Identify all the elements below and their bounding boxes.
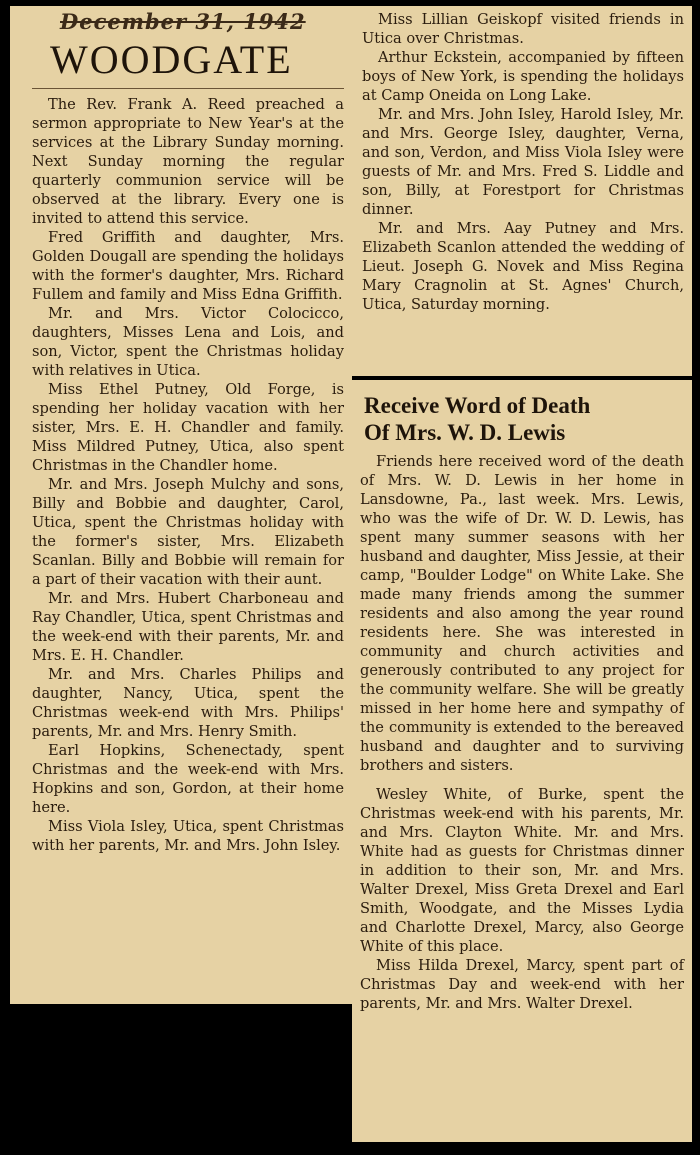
paragraph: Wesley White, of Burke, spent the Christmas week-end with his parents, Mr. and Mrs. Clayton White. Mr. and Mrs. White had as guests for Christmas dinner in addition to their son, Mr. and Mrs. Walter Drexel, Miss Greta Drexel and Earl Smith, Woodgate, and the Misses Lydia and Charlotte Drexel, Marcy, also George White of this place. bbox=[360, 786, 684, 955]
clipping-left bbox=[10, 6, 352, 1004]
divider bbox=[32, 88, 344, 89]
clipping-top-right bbox=[352, 6, 692, 376]
paragraph: Mr. and Mrs. John Isley, Harold Isley, Mr. and Mrs. George Isley, daughter, Verna, and son, Verdon, and Miss Viola Isley were guests of Mr. and Mrs. Fred S. Liddle and son, Billy, at Forestport for Christmas dinner. bbox=[362, 106, 684, 218]
paragraph: Arthur Eckstein, accompanied by fifteen boys of New York, is spending the holidays at Camp Oneida on Long Lake. bbox=[362, 49, 684, 104]
section-gap bbox=[360, 775, 684, 785]
paragraph: The Rev. Frank A. Reed preached a sermon appropriate to New Year's at the services at the Library Sunday morning. Next Sunday morning the regular quarterly communion service will be observed at the library. Every one is invited to attend this service. bbox=[32, 96, 344, 227]
paragraph: Mr. and Mrs. Aay Putney and Mrs. Elizabeth Scanlon attended the wedding of Lieut. Joseph G. Novek and Miss Regina Mary Cragnolin at St. Agnes' Church, Utica, Saturday morning. bbox=[362, 220, 684, 313]
paragraph: Mr. and Mrs. Charles Philips and daughter, Nancy, Utica, spent the Christmas week-end with Mrs. Philips' parents, Mr. and Mrs. Henry Smith. bbox=[32, 666, 344, 740]
paragraph: Fred Griffith and daughter, Mrs. Golden Dougall are spending the holidays with the former's daughter, Mrs. Richard Fullem and family and Miss Edna Griffith. bbox=[32, 229, 344, 303]
paragraph: Mr. and Mrs. Victor Colocicco, daughters, Misses Lena and Lois, and son, Victor, spent the Christmas holiday with relatives in Utica. bbox=[32, 305, 344, 379]
handwritten-date: December 31, 1942 bbox=[60, 9, 306, 34]
headline-line: Receive Word of Death bbox=[364, 393, 591, 418]
paragraph: Mr. and Mrs. Joseph Mulchy and sons, Billy and Bobbie and daughter, Carol, Utica, spent the Christmas holiday with the former's sister, Mrs. Elizabeth Scanlan. Billy and Bobbie will remain for a part of their vacation with their aunt. bbox=[32, 476, 344, 588]
masthead: WOODGATE bbox=[50, 37, 293, 82]
headline-line: Of Mrs. W. D. Lewis bbox=[364, 420, 566, 445]
paragraph: Friends here received word of the death of Mrs. W. D. Lewis in her home in Lansdowne, Pa., last week. Mrs. Lewis, who was the wife of Dr. W. D. Lewis, has spent many summer seasons with her husband and daughter, Miss Jessie, at their camp, "Boulder Lodge" on White Lake. She made many friends among the summer residents and also among the year round residents here. She was interested in community and church activities and generously contributed to any project for the community welfare. She will be greatly missed in her home here and sympathy of the community is extended to the bereaved husband and daughter and to surviving brothers and sisters. bbox=[360, 453, 684, 774]
paragraph: Miss Hilda Drexel, Marcy, spent part of Christmas Day and week-end with her parents, Mr. and Mrs. Walter Drexel. bbox=[360, 957, 684, 1012]
paragraph: Miss Ethel Putney, Old Forge, is spending her holiday vacation with her sister, Mrs. E. H. Chandler and family. Miss Mildred Putney, Utica, also spent Christmas in the Chandler home. bbox=[32, 381, 344, 474]
paragraph: Earl Hopkins, Schenectady, spent Christmas and the week-end with Mrs. Hopkins and son, Gordon, at their home here. bbox=[32, 742, 344, 816]
headline bbox=[364, 392, 684, 446]
clipping-bottom-right bbox=[352, 380, 692, 1142]
paragraph: Miss Lillian Geiskopf visited friends in Utica over Christmas. bbox=[362, 11, 684, 47]
paragraph: Mr. and Mrs. Hubert Charboneau and Ray Chandler, Utica, spent Christmas and the week-end with their parents, Mr. and Mrs. E. H. Chandler. bbox=[32, 590, 344, 664]
paragraph: Miss Viola Isley, Utica, spent Christmas with her parents, Mr. and Mrs. John Isley. bbox=[32, 818, 344, 854]
